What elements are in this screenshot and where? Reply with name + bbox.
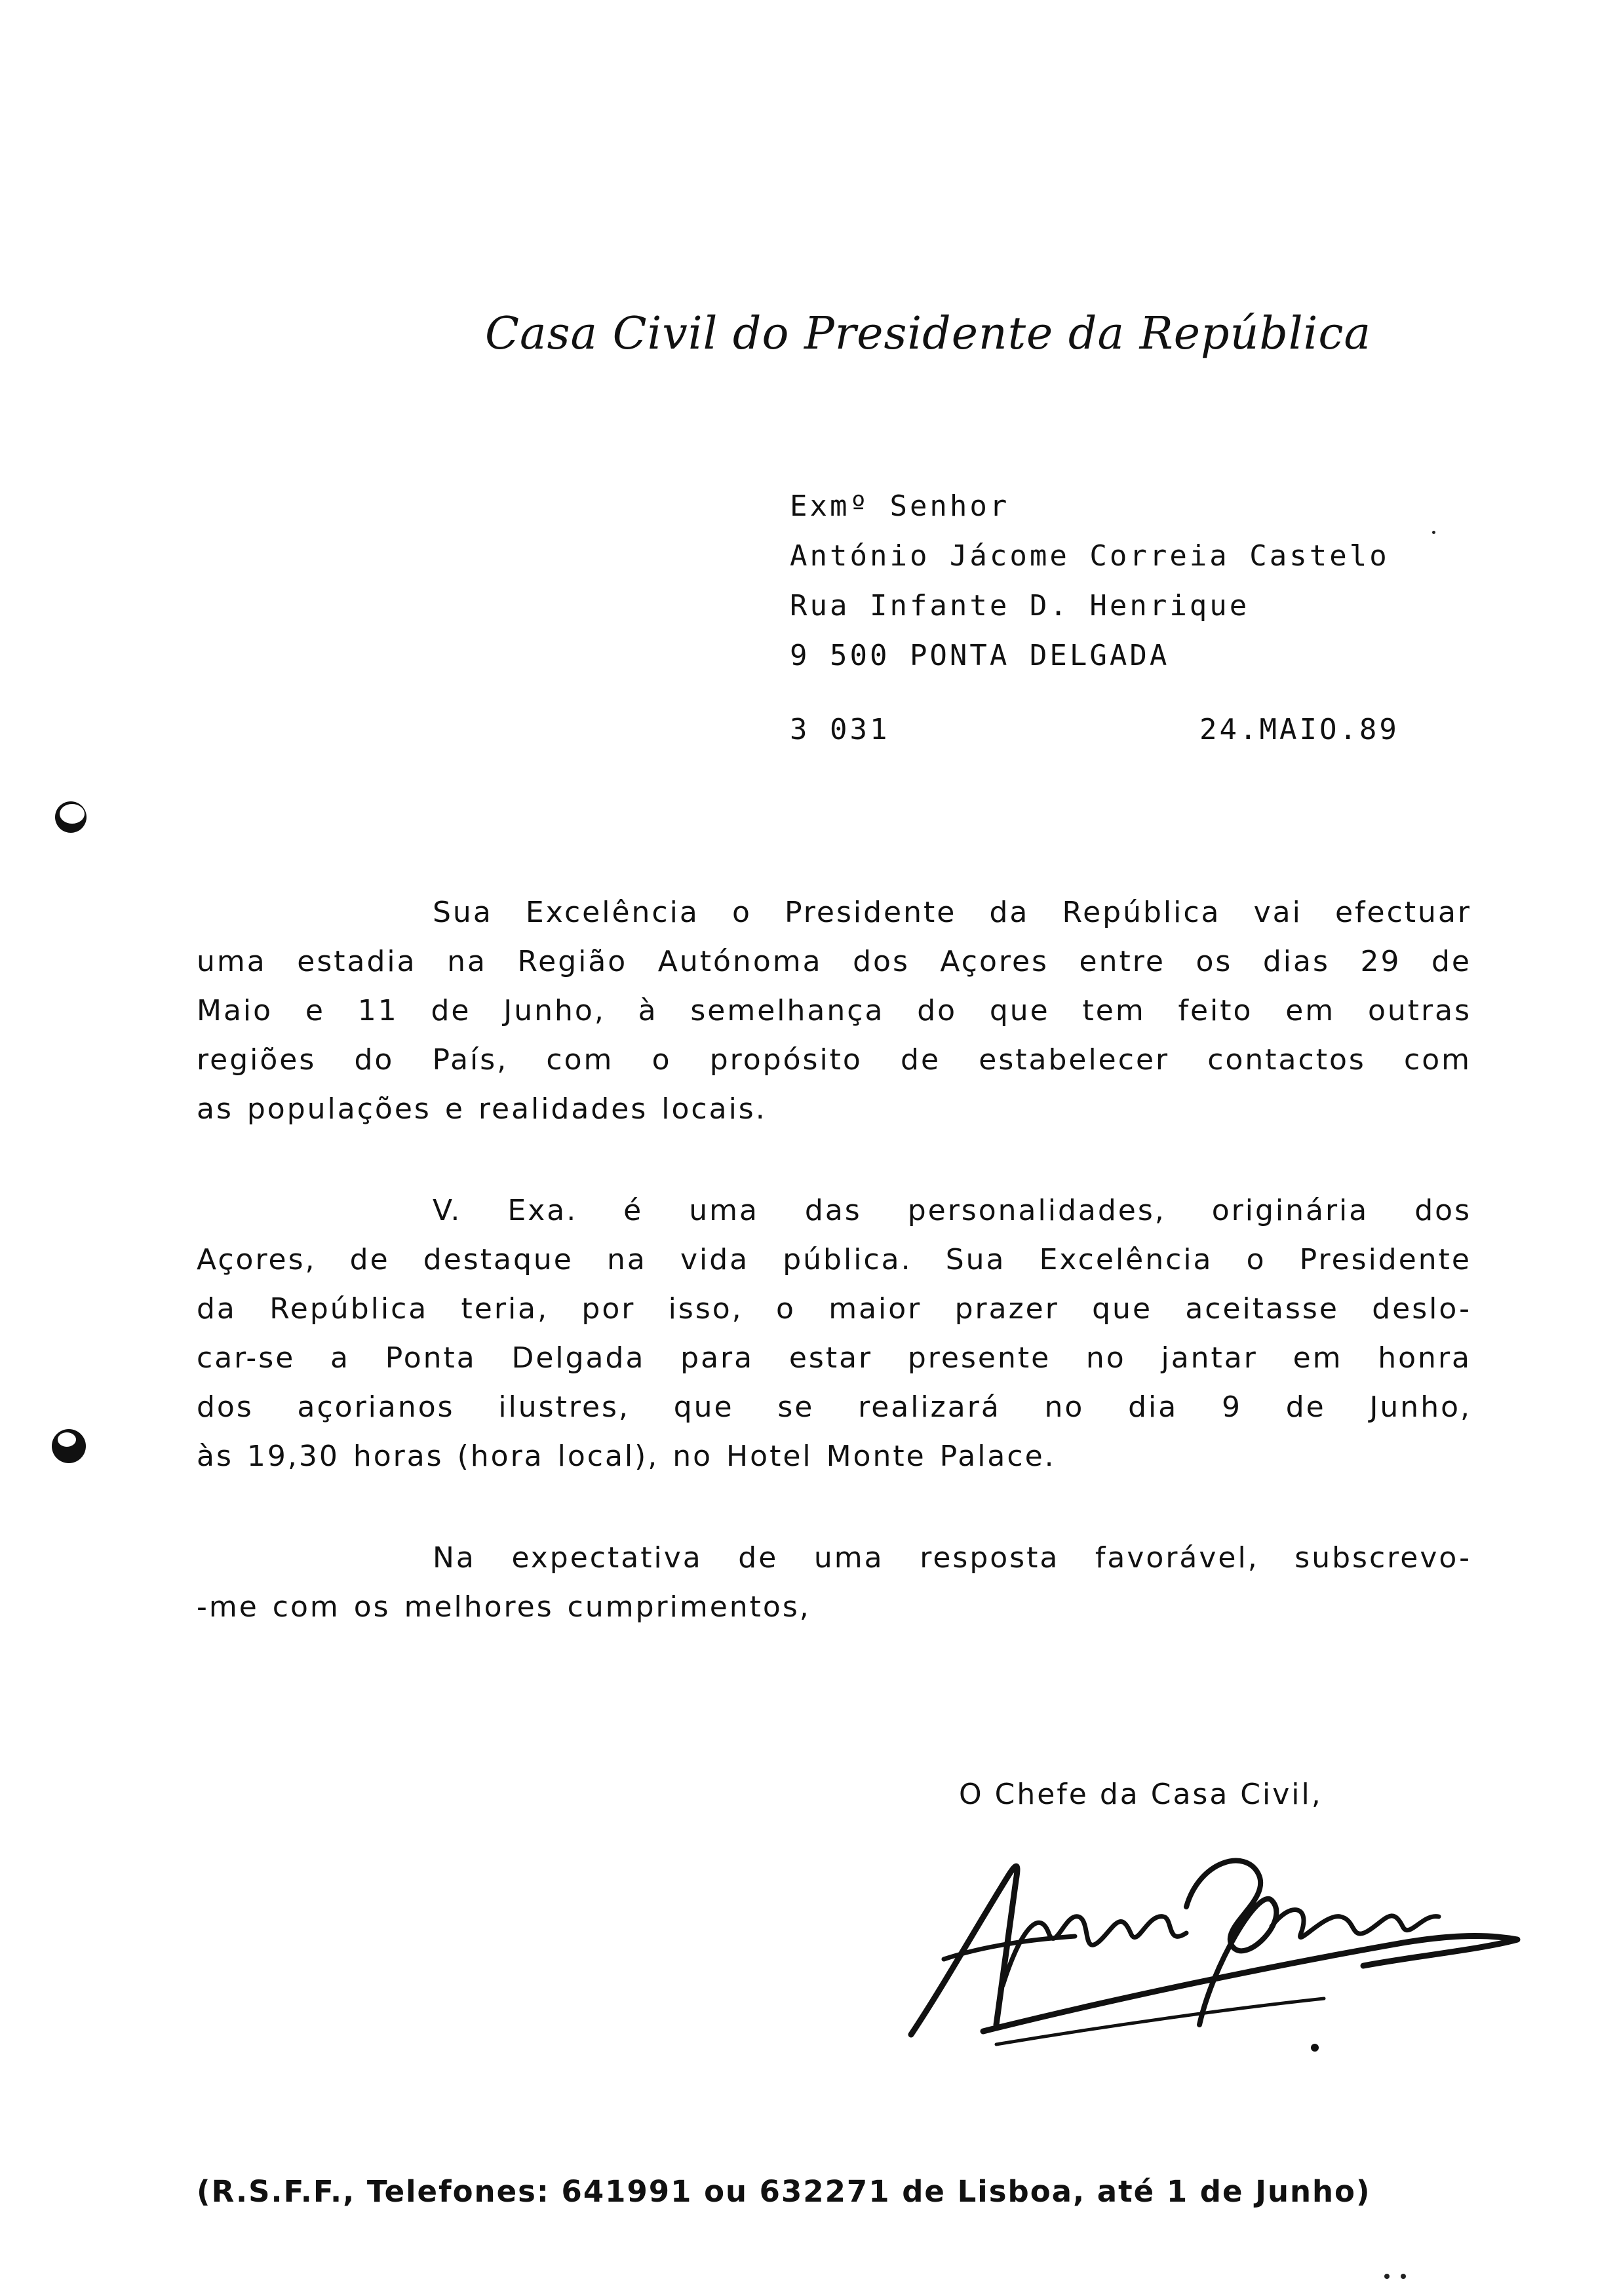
recipient-name: António Jácome Correia Castelo: [790, 539, 1390, 573]
paragraph-line: uma estadia na Região Autónoma dos Açores entre os dias 29 de: [197, 945, 1471, 978]
paragraph-line: regiões do País, com o propósito de estabelecer contactos com: [197, 1043, 1471, 1077]
paragraph-line: V. Exa. é uma das personalidades, originária dos: [433, 1194, 1471, 1227]
paragraph-line: -me com os melhores cumprimentos,: [197, 1590, 811, 1624]
footer-note: (R.S.F.F., Telefones: 641991 ou 632271 de Lisboa, até 1 de Junho): [197, 2174, 1371, 2209]
closing-title: O Chefe da Casa Civil,: [959, 1778, 1323, 1811]
paragraph-line: dos açorianos ilustres, que se realizará no dia 9 de Junho,: [197, 1390, 1471, 1424]
recipient-salutation: Exmº Senhor: [790, 489, 1010, 523]
paragraph-line: Açores, de destaque na vida pública. Sua Excelência o Presidente: [197, 1243, 1471, 1276]
paragraph-line: car-se a Ponta Delgada para estar presente no jantar em honra: [197, 1341, 1471, 1375]
recipient-street: Rua Infante D. Henrique: [790, 589, 1250, 622]
letterhead: Casa Civil do Presidente da República: [485, 308, 1372, 360]
signature: [905, 1835, 1527, 2057]
paragraph-3: [197, 1533, 1471, 1632]
ink-speck: [1384, 2274, 1390, 2279]
ink-speck: [1401, 2274, 1406, 2279]
paragraph-line: da República teria, por isso, o maior prazer que aceitasse deslo-: [197, 1292, 1471, 1326]
recipient-address: [790, 482, 1390, 681]
punch-hole-icon: [51, 796, 90, 835]
punch-hole-icon: [49, 1425, 88, 1464]
paragraph-line: Na expectativa de uma resposta favorável, subscrevo-: [433, 1541, 1471, 1575]
paragraph-2: [197, 1186, 1471, 1481]
paragraph-line: Maio e 11 de Junho, à semelhança do que tem feito em outras: [197, 994, 1471, 1027]
recipient-city: 9 500 PONTA DELGADA: [790, 639, 1170, 672]
letter-date: 24.MAIO.89: [1199, 713, 1399, 746]
ink-speck: [1432, 531, 1435, 534]
paragraph-1: [197, 888, 1471, 1134]
paragraph-line: as populações e realidades locais.: [197, 1092, 767, 1126]
paragraph-line: Sua Excelência o Presidente da República vai efectuar: [433, 896, 1471, 929]
paragraph-line: às 19,30 horas (hora local), no Hotel Monte Palace.: [197, 1440, 1056, 1473]
reference-number: 3 031: [790, 713, 890, 746]
